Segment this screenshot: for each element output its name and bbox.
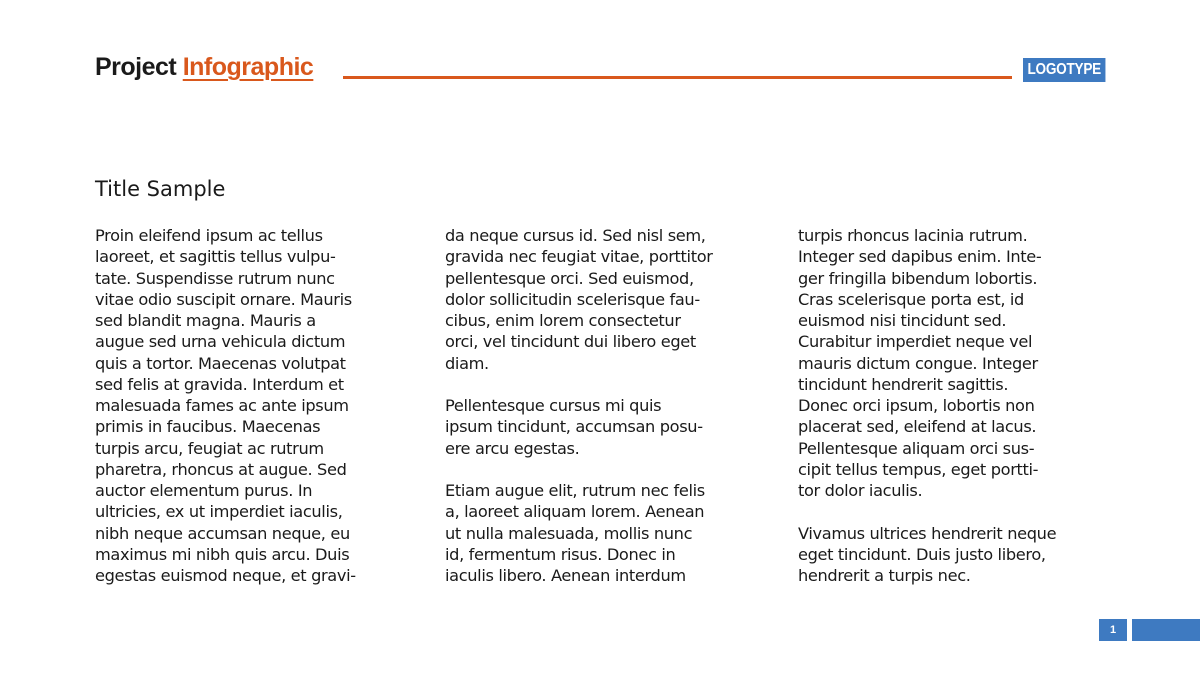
text-line: Cras scelerisque porta est, id bbox=[798, 289, 1024, 309]
text-column-2 bbox=[445, 225, 765, 586]
text-line: turpis rhoncus lacinia rutrum. bbox=[798, 226, 1028, 245]
text-line: ut nulla malesuada, mollis nunc bbox=[445, 523, 693, 543]
text-line: Curabitur imperdiet neque vel bbox=[798, 332, 1033, 352]
text-line: da neque cursus id. Sed nisl sem, bbox=[445, 226, 706, 245]
text-line: ipsum tincidunt, accumsan posu- bbox=[445, 417, 703, 437]
title-word-infographic: Infographic bbox=[182, 53, 314, 81]
text-line: tincidunt hendrerit sagittis. bbox=[798, 374, 1009, 394]
text-line: eget tincidunt. Duis justo libero, bbox=[798, 544, 1046, 564]
text-line: Integer sed dapibus enim. Inte- bbox=[798, 247, 1042, 267]
text-line: ultricies, ex ut imperdiet iaculis, bbox=[95, 502, 343, 522]
text-line: cibus, enim lorem consectetur bbox=[445, 311, 681, 330]
text-line: Pellentesque cursus mi quis bbox=[445, 396, 662, 415]
text-line: dolor sollicitudin scelerisque fau- bbox=[445, 289, 700, 309]
text-line: pharetra, rhoncus at augue. Sed bbox=[95, 459, 347, 479]
text-line: Donec orci ipsum, lobortis non bbox=[798, 396, 1035, 415]
text-line: Etiam augue elit, rutrum nec felis bbox=[445, 481, 705, 500]
text-line: sed blandit magna. Mauris a bbox=[95, 311, 316, 330]
logotype-badge: LOGOTYPE bbox=[1023, 58, 1105, 82]
page-title bbox=[95, 52, 313, 82]
text-line: tor dolor iaculis. bbox=[798, 481, 923, 500]
text-line: iaculis libero. Aenean interdum bbox=[445, 566, 686, 585]
text-line: Vivamus ultrices hendrerit neque bbox=[798, 523, 1057, 543]
text-line: cipit tellus tempus, eget portti- bbox=[798, 459, 1039, 479]
text-line: placerat sed, eleifend at lacus. bbox=[798, 417, 1037, 437]
footer-accent-bar bbox=[1132, 619, 1200, 641]
text-line: mauris dictum congue. Integer bbox=[798, 353, 1038, 373]
text-line: laoreet, et sagittis tellus vulpu- bbox=[95, 247, 336, 267]
title-word-project: Project bbox=[95, 53, 177, 81]
text-line: Proin eleifend ipsum ac tellus bbox=[95, 226, 323, 245]
text-column-1 bbox=[95, 225, 415, 586]
text-line: nibh neque accumsan neque, eu bbox=[95, 523, 350, 543]
text-line: Pellentesque aliquam orci sus- bbox=[798, 438, 1035, 458]
paragraph-gap bbox=[445, 374, 765, 395]
text-line: malesuada fames ac ante ipsum bbox=[95, 396, 349, 415]
text-line: sed felis at gravida. Interdum et bbox=[95, 374, 344, 394]
text-line: a, laoreet aliquam lorem. Aenean bbox=[445, 502, 705, 522]
text-line: euismod nisi tincidunt sed. bbox=[798, 311, 1007, 330]
paragraph-gap bbox=[445, 459, 765, 480]
text-line: auctor elementum purus. In bbox=[95, 481, 313, 500]
text-line: orci, vel tincidunt dui libero eget bbox=[445, 332, 696, 352]
header-divider bbox=[343, 76, 1012, 79]
section-title: Title Sample bbox=[95, 177, 226, 201]
text-line: hendrerit a turpis nec. bbox=[798, 566, 971, 585]
page-number-badge: 1 bbox=[1099, 619, 1127, 641]
text-line: pellentesque orci. Sed euismod, bbox=[445, 268, 694, 288]
text-line: augue sed urna vehicula dictum bbox=[95, 332, 346, 352]
text-column-3 bbox=[798, 225, 1118, 586]
text-line: ere arcu egestas. bbox=[445, 438, 580, 458]
text-line: ger fringilla bibendum lobortis. bbox=[798, 268, 1038, 288]
paragraph-gap bbox=[798, 501, 1118, 522]
text-line: diam. bbox=[445, 353, 489, 373]
text-line: maximus mi nibh quis arcu. Duis bbox=[95, 544, 350, 564]
text-line: quis a tortor. Maecenas volutpat bbox=[95, 353, 346, 373]
text-line: turpis arcu, feugiat ac rutrum bbox=[95, 438, 324, 458]
text-line: tate. Suspendisse rutrum nunc bbox=[95, 268, 335, 288]
text-line: primis in faucibus. Maecenas bbox=[95, 417, 321, 437]
text-line: vitae odio suscipit ornare. Mauris bbox=[95, 289, 352, 309]
text-line: egestas euismod neque, et gravi- bbox=[95, 566, 356, 585]
text-line: id, fermentum risus. Donec in bbox=[445, 544, 676, 564]
text-line: gravida nec feugiat vitae, porttitor bbox=[445, 247, 713, 267]
